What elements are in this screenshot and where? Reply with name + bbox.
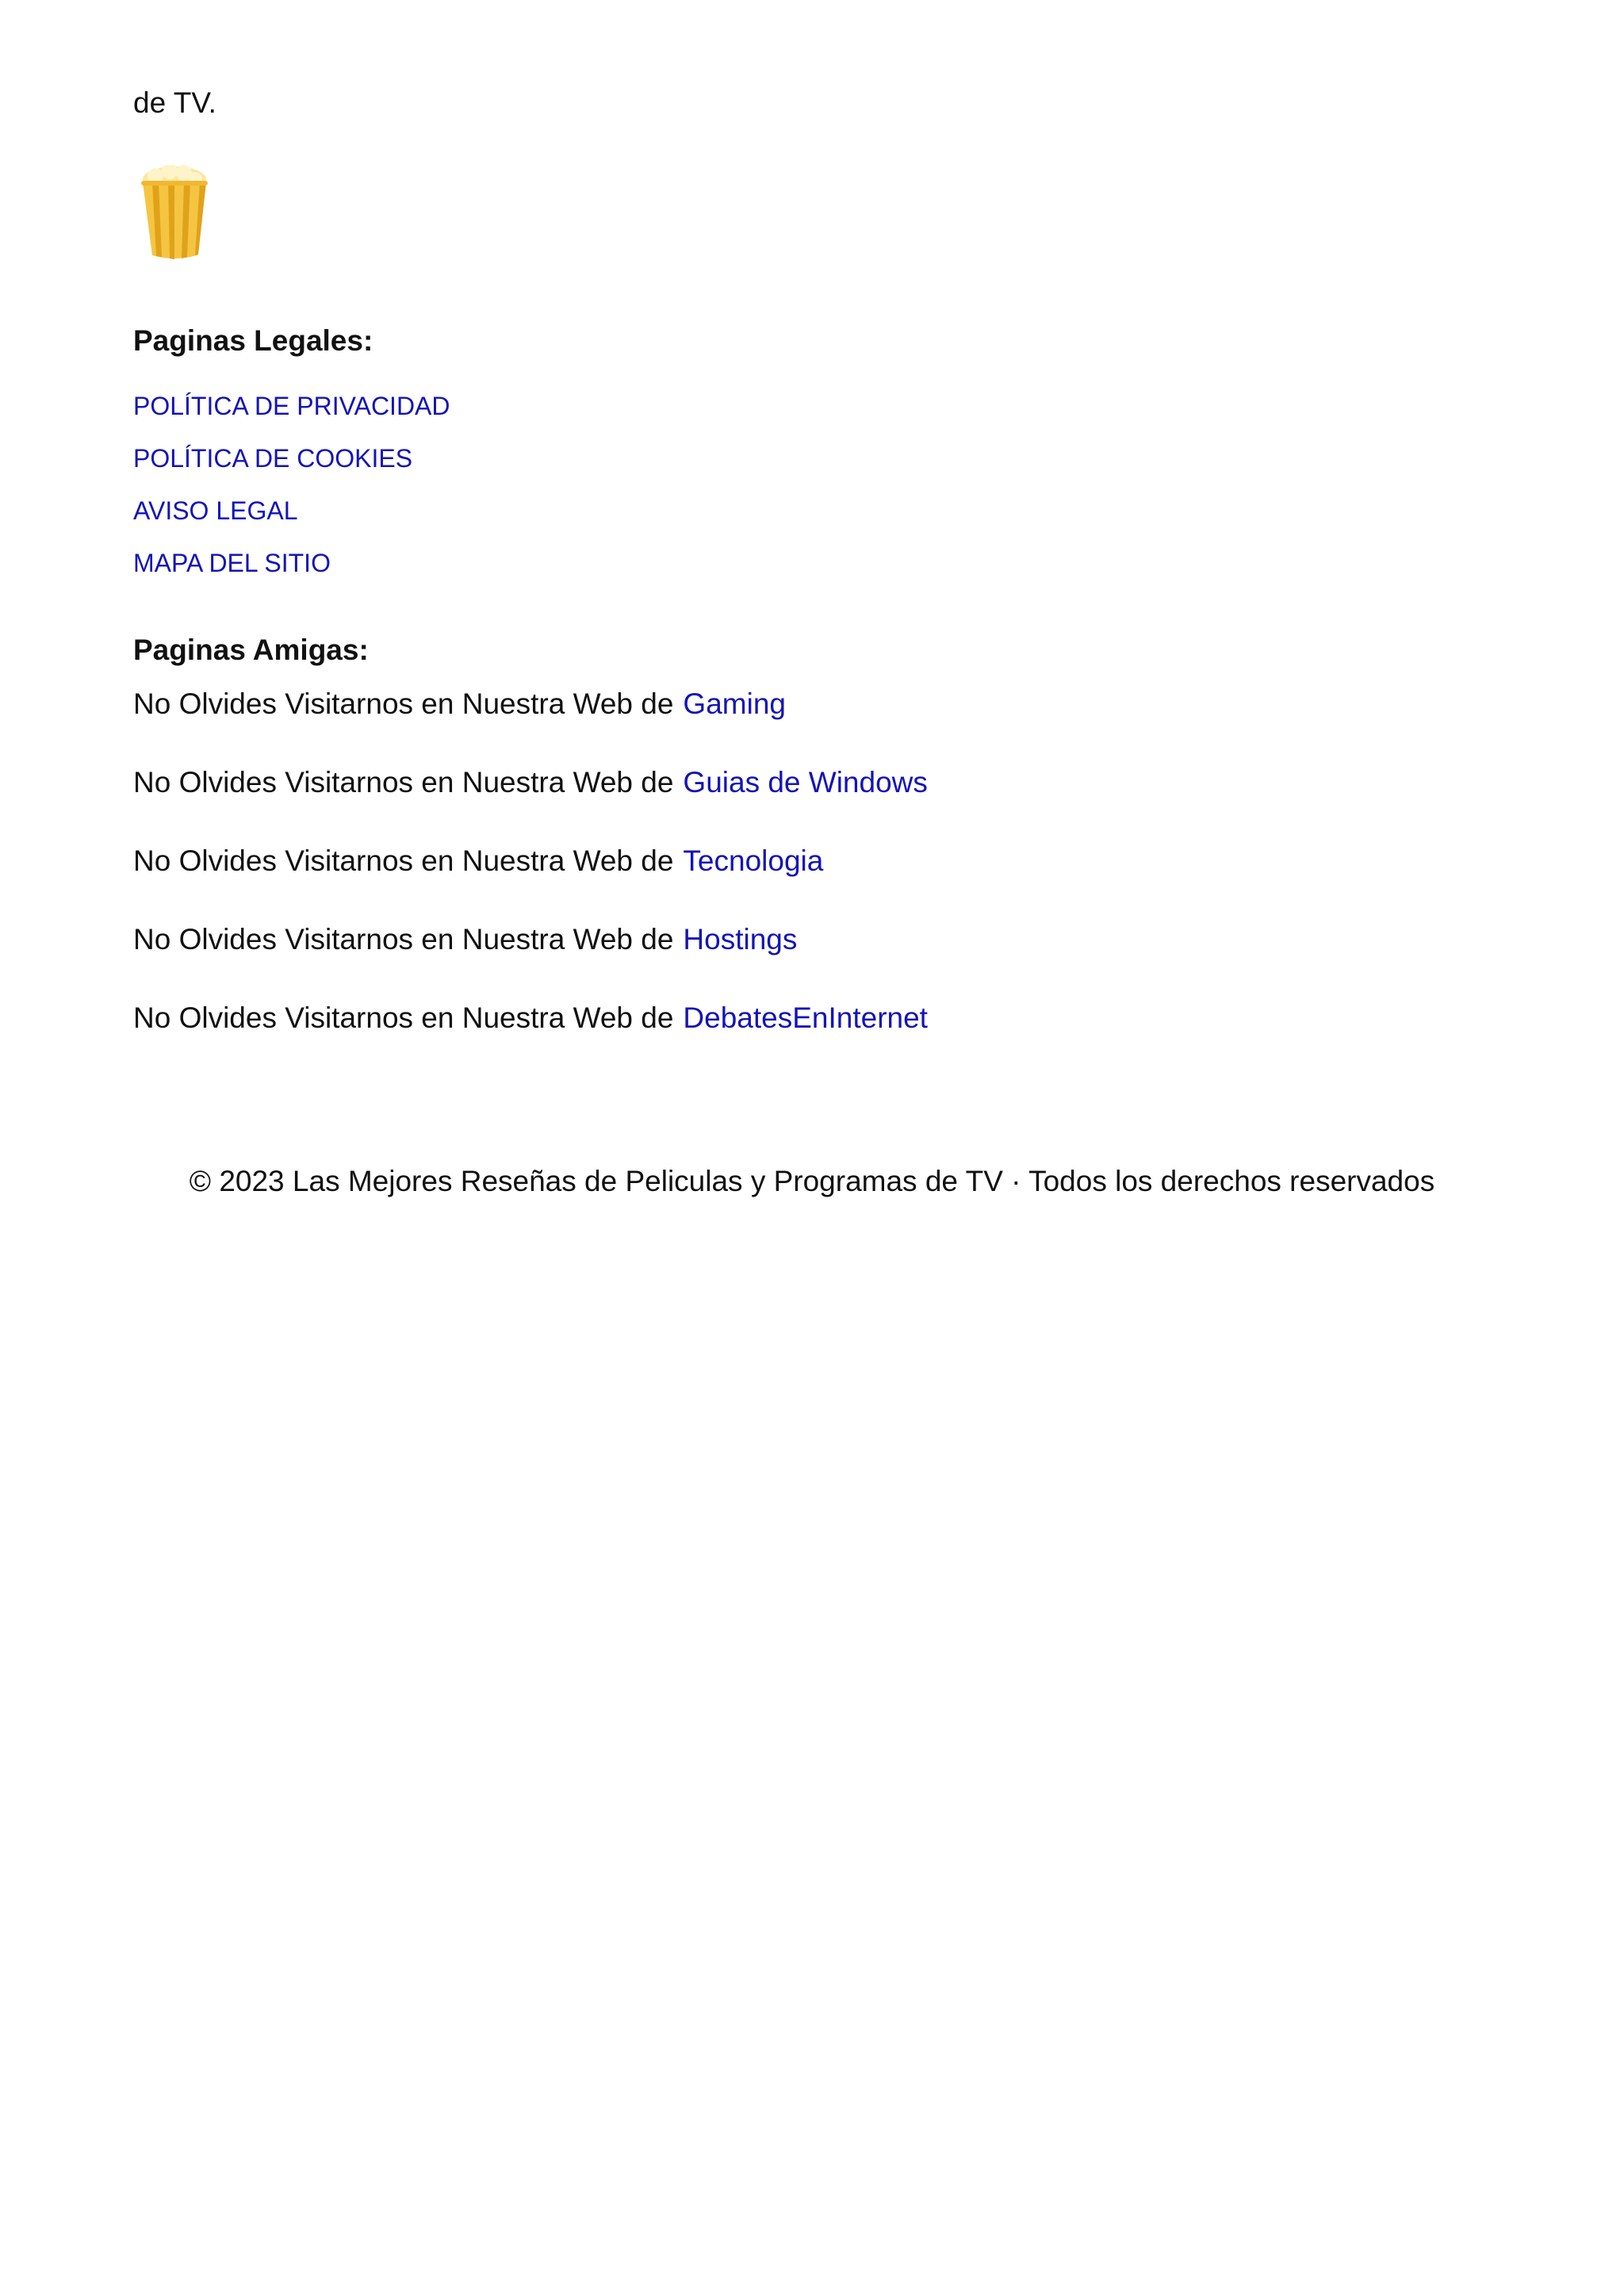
friend-link-prefix: No Olvides Visitarnos en Nuestra Web de <box>133 687 674 720</box>
list-item <box>133 493 450 546</box>
intro-text-tail: de TV. <box>133 86 216 119</box>
friend-link-prefix: No Olvides Visitarnos en Nuestra Web de <box>133 923 674 956</box>
friend-pages-heading: Paginas Amigas: <box>133 634 369 666</box>
legal-pages-heading: Paginas Legales: <box>133 324 373 357</box>
debates-link[interactable]: DebatesEnInternet <box>683 1001 928 1034</box>
friend-links-list <box>133 687 928 1079</box>
sitemap-link[interactable]: MAPA DEL SITIO <box>133 549 331 577</box>
list-item <box>133 844 928 922</box>
friend-link-prefix: No Olvides Visitarnos en Nuestra Web de <box>133 844 674 877</box>
popcorn-icon <box>138 165 211 260</box>
list-item <box>133 389 450 441</box>
list-item <box>133 922 928 1001</box>
list-item <box>133 546 450 598</box>
list-item <box>133 687 928 765</box>
legal-links-list <box>133 389 450 598</box>
footer-copyright: © 2023 Las Mejores Reseñas de Peliculas y Programas de TV · Todos los derechos reservados <box>189 1165 1435 1197</box>
friend-link-prefix: No Olvides Visitarnos en Nuestra Web de <box>133 1001 674 1034</box>
hostings-link[interactable]: Hostings <box>683 923 798 956</box>
windows-guides-link[interactable]: Guias de Windows <box>683 766 928 798</box>
cookies-policy-link[interactable]: POLÍTICA DE COOKIES <box>133 444 413 473</box>
technology-link[interactable]: Tecnologia <box>683 844 824 877</box>
gaming-link[interactable]: Gaming <box>683 687 786 720</box>
list-item <box>133 1001 928 1079</box>
friend-link-prefix: No Olvides Visitarnos en Nuestra Web de <box>133 766 674 798</box>
list-item <box>133 765 928 844</box>
privacy-policy-link[interactable]: POLÍTICA DE PRIVACIDAD <box>133 392 450 420</box>
legal-notice-link[interactable]: AVISO LEGAL <box>133 496 298 525</box>
list-item <box>133 441 450 493</box>
